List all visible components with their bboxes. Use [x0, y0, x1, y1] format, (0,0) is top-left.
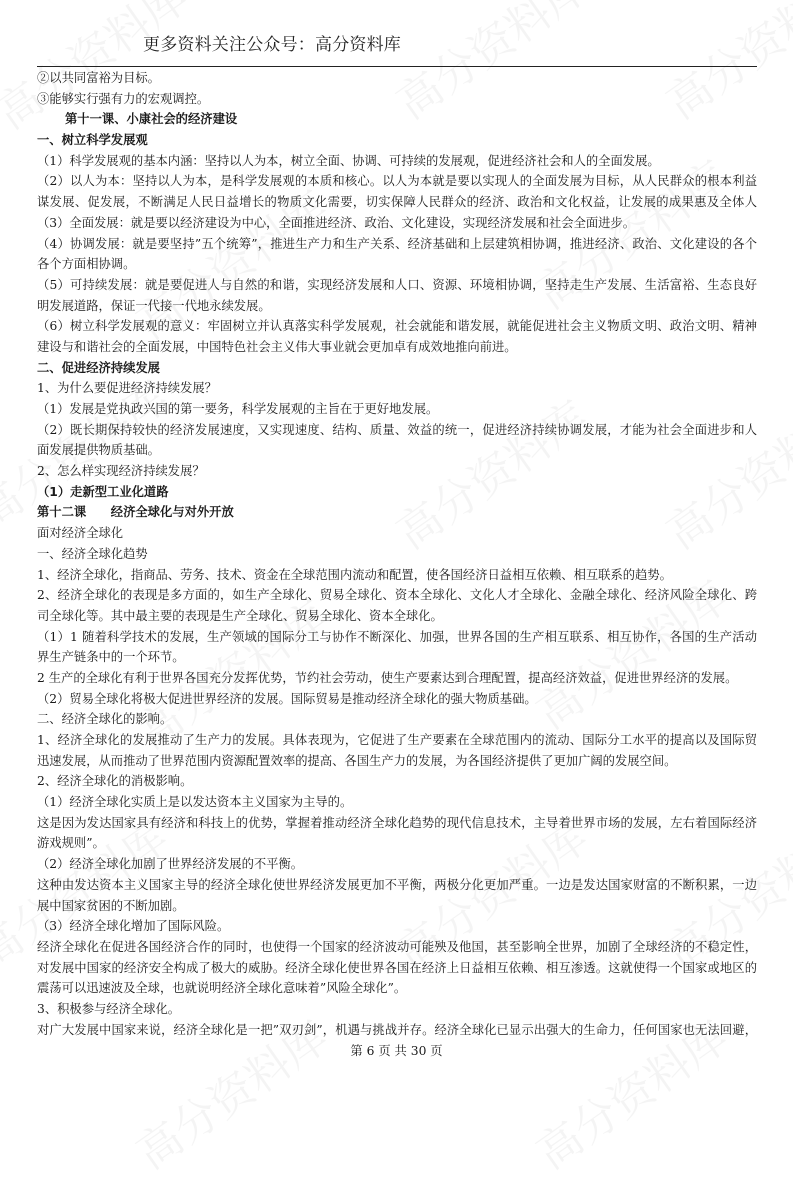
text-line: ②以共同富裕为目标。 — [37, 71, 160, 85]
text-line: 经济全球化在促进各国经济合作的同时，也使得一个国家的经济波动可能殃及他国，甚至影响全世界，加剧了全球经济的不稳定性， — [37, 939, 757, 954]
header-title: 更多资料关注公众号：高分资料库 — [143, 35, 401, 55]
text-line: 对发展中国家的经济安全构成了极大的威胁。经济全球化使世界各国在经济上日益相互依赖、相互渗透。这就使得一个国家或地区的 — [37, 960, 757, 975]
text-line: ③能够实行强有力的宏观调控。 — [37, 91, 210, 106]
text-line: （2）既长期保持较快的经济发展速度，又实现速度、结构、质量、效益的统一，促进经济持续协调发展，才能为社会全面进步和人 — [37, 422, 757, 437]
text-line: 迅速发展，从而推动了世界范围内资源配置效率的提高、各国生产力的发展，为各国经济提供了更加广阔的发展空间。 — [37, 753, 677, 768]
document-body — [37, 68, 757, 1040]
text-line: （2）以人为本：坚持以人为本，是科学发展观的本质和核心。以人为本就是要以实现人的全面发展为目标，从人民群众的根本利益 — [37, 174, 757, 189]
text-line: 震荡可以迅速波及全球，也就说明经济全球化意味着”风险全球化”。 — [37, 981, 407, 996]
text-line: 各个方面相协调。 — [37, 257, 136, 272]
text-line: （1）经济全球化实质上是以发达资本主义国家为主导的。 — [37, 795, 353, 810]
text-line: （3）全面发展：就是要以经济建设为中心，全面推进经济、政治、文化建设，实现经济发展和社会全面进步。 — [37, 215, 636, 230]
text-line: 这种由发达资本主义国家主导的经济全球化使世界经济发展更加不平衡，两极分化更加严重。一边是发达国家财富的不断积累，一边 — [37, 877, 757, 892]
text-line: （4）协调发展：就是要坚持”五个统筹”，推进生产力和生产关系、经济基础和上层建筑相协调，推进经济、政治、文化建设的各个 — [37, 236, 757, 251]
text-line: 这是因为发达国家具有经济和科技上的优势，掌握着推动经济全球化趋势的现代信息技术，主导着世界市场的发展，左右着国际经济 — [37, 815, 757, 830]
text-line: 一、经济全球化趋势 — [37, 546, 148, 561]
text-line: 2 生产的全球化有利于世界各国充分发挥优势，节约社会劳动，使生产要素达到合理配置，提高经济效益，促进世界经济的发展。 — [37, 670, 738, 685]
text-line: 3、积极参与经济全球化。 — [37, 1001, 181, 1016]
section-heading: 第十一课、小康社会的经济建设 — [65, 112, 238, 127]
header-divider — [37, 66, 757, 67]
text-line: 二、经济全球化的影响。 — [37, 712, 173, 727]
section-heading: （1）走新型工业化道路 — [37, 484, 169, 499]
page-number-footer: 第 6 页 共 30 页 — [350, 1044, 443, 1058]
text-line: （3）经济全球化增加了国际风险。 — [37, 919, 230, 934]
text-line: 谋发展、促发展，不断满足人民日益增长的物质文化需要，切实保障人民群众的经济、政治和文化权益，让发展的成果惠及全体人 — [37, 195, 757, 210]
text-line: （1）1 随着科学技术的发展，生产领域的国际分工与协作不断深化、加强，世界各国的生产相互联系、相互协作，各国的生产活动 — [37, 629, 757, 644]
text-line: 2、怎么样实现经济持续发展？ — [37, 464, 205, 479]
section-heading: 第十二课 经济全球化与对外开放 — [37, 505, 234, 520]
text-line: （5）可持续发展：就是要促进人与自然的和谐，实现经济发展和人口、资源、环境相协调，坚持走生产发展、生活富裕、生态良好 — [37, 277, 757, 292]
text-line: 展中国家贫困的不断加剧。 — [37, 898, 185, 913]
text-line: （1）科学发展观的基本内涵：坚持以人为本，树立全面、协调、可持续的发展观，促进经济社会和人的全面发展。 — [37, 153, 660, 168]
text-line: 建设与和谐社会的全面发展，中国特色社会主义伟大事业就会更加卓有成效地推向前进。 — [37, 339, 517, 354]
text-line: 对广大发展中国家来说，经济全球化是一把”双刃剑”，机遇与挑战并存。经济全球化已显示出强大的生命力，任何国家也无法回避， — [37, 1022, 757, 1037]
text-line: （2）经济全球化加剧了世界经济发展的不平衡。 — [37, 857, 304, 872]
text-line: 界生产链条中的一个环节。 — [37, 650, 185, 665]
text-line: 面发展提供物质基础。 — [37, 443, 160, 458]
text-line: 2、经济全球化的消极影响。 — [37, 774, 193, 789]
text-line: 1、经济全球化的发展推动了生产力的发展。具体表现为，它促进了生产要素在全球范围内的流动、国际分工水平的提高以及国际贸 — [37, 733, 757, 747]
text-line: 明发展道路，保证一代接一代地永续发展。 — [37, 298, 271, 313]
text-line: 2、经济全球化的表现是多方面的，如生产全球化、贸易全球化、资本全球化、文化人才全球化、金融全球化、经济风险全球化、跨 — [37, 588, 757, 603]
text-line: 面对经济全球化 — [37, 526, 124, 541]
text-line: 游戏规则”。 — [37, 836, 105, 851]
text-line: 1、经济全球化，指商品、劳务、技术、资金在全球范围内流动和配置，使各国经济日益相互依赖、相互联系的趋势。 — [37, 567, 672, 582]
text-line: 1、为什么要促进经济持续发展？ — [37, 381, 217, 396]
section-heading: 一、树立科学发展观 — [37, 133, 148, 148]
text-line: 司全球化等。其中最主要的表现是生产全球化、贸易全球化、资本全球化。 — [37, 608, 443, 623]
section-heading: 二、促进经济持续发展 — [37, 360, 160, 375]
text-line: （6）树立科学发展观的意义：牢固树立并认真落实科学发展观，社会就能和谐发展，就能促进社会主义物质文明、政治文明、精神 — [37, 319, 757, 334]
text-line: （2）贸易全球化将极大促进世界经济的发展。国际贸易是推动经济全球化的强大物质基础。 — [37, 691, 537, 706]
text-line: （1）发展是党执政兴国的第一要务，科学发展观的主旨在于更好地发展。 — [37, 402, 439, 416]
